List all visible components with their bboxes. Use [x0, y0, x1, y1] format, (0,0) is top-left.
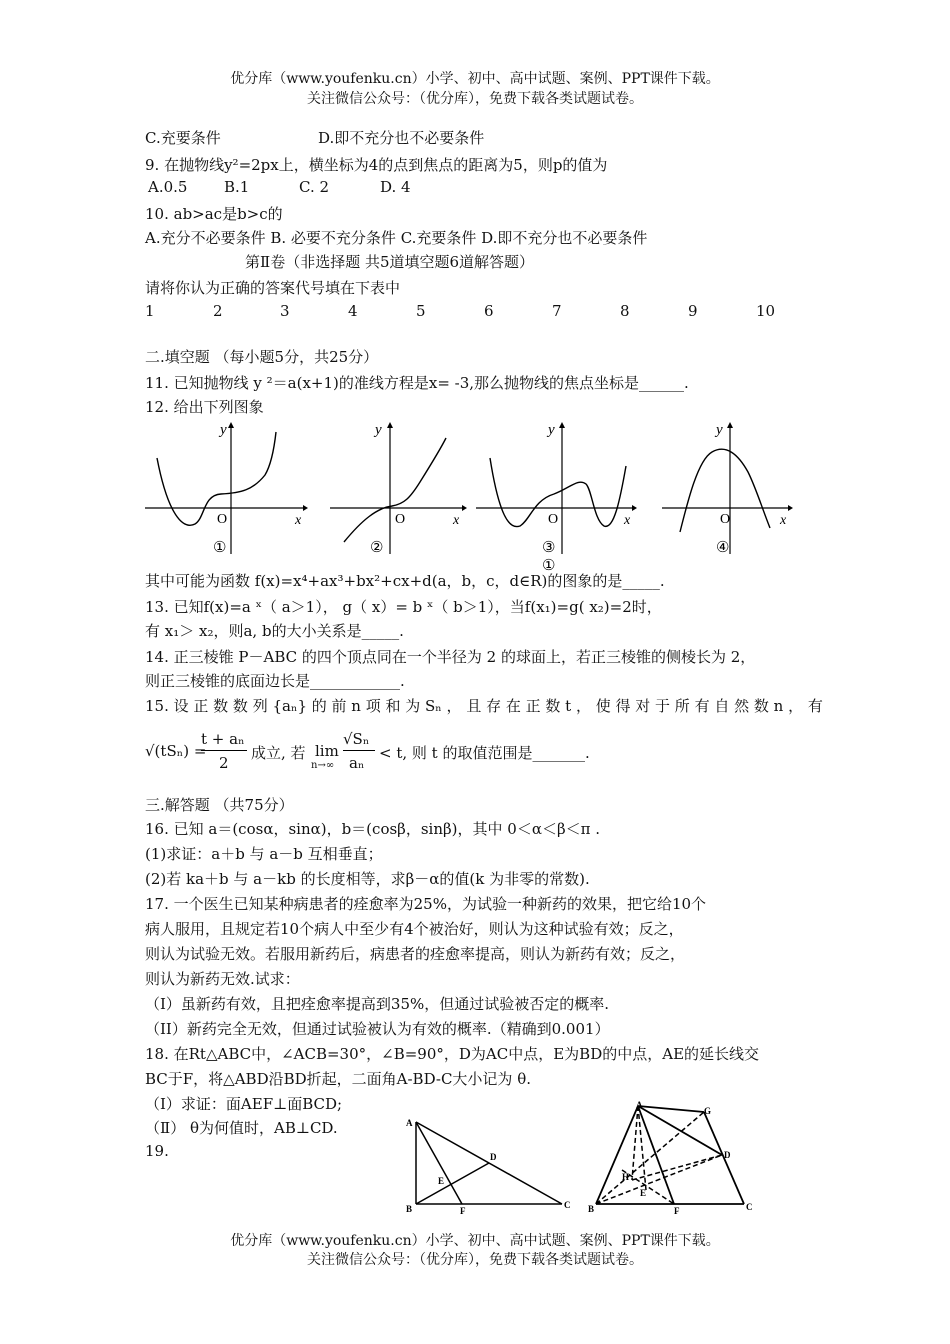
answer-number: 7 — [552, 302, 562, 320]
answer-number: 1 — [145, 302, 155, 320]
fig2-label: C — [746, 1202, 753, 1212]
graph-2 — [322, 420, 472, 560]
graph-1-y-label: y — [220, 422, 227, 438]
header-line-1: 优分库（www.youfenku.cn）小学、初中、高中试题、案例、PPT课件下载。 — [230, 71, 720, 87]
q18-line-2: BC于F，将△ABD沿BD折起，二面角A-BD-C大小记为 θ. — [145, 1070, 531, 1088]
q18-line-4: （Ⅱ） θ为何值时，AB⊥CD. — [145, 1119, 338, 1137]
q12-question: 其中可能为函数 f(x)=x⁴+ax³+bx²+cx+d(a，b，c，d∈R)的图象的是_____. — [145, 572, 665, 590]
triangle-figure-1 — [402, 1108, 582, 1218]
fig2-label: B — [588, 1204, 595, 1214]
graph-3-x-label: x — [624, 513, 631, 528]
q8-option-d: D.即不充分也不必要条件 — [318, 129, 485, 147]
answer-number: 9 — [688, 302, 698, 320]
fig2-label: A — [636, 1100, 643, 1110]
q11: 11. 已知抛物线 y ²＝a(x+1)的准线方程是x= -3,那么抛物线的焦点坐标是______. — [145, 374, 689, 392]
q10-stem: 10. ab>ac是b>c的 — [145, 205, 283, 223]
graph-2-label: ② — [370, 540, 384, 556]
answer-instruction: 请将你认为正确的答案代号填在下表中 — [145, 279, 401, 297]
graph-4-label: ④ — [716, 540, 730, 556]
graph-4-x-label: x — [780, 513, 787, 528]
fig2-label: H — [622, 1172, 630, 1182]
q8-option-c: C.充要条件 — [145, 129, 221, 147]
q13-line-2: 有 x₁＞ x₂，则a, b的大小关系是_____. — [145, 622, 404, 640]
graph-3-origin: O — [548, 512, 559, 527]
fig2-label: G — [704, 1106, 712, 1116]
q17-line-2: 病人服用，且规定若10个病人中至少有4个被治好，则认为这种试验有效；反之， — [145, 920, 684, 938]
graph-4-y-label: y — [716, 422, 723, 438]
q19: 19. — [145, 1142, 169, 1160]
footer-line-2: 关注微信公众号：（优分库），免费下载各类试题试卷。 — [307, 1252, 643, 1268]
graph-4 — [660, 420, 800, 560]
fraction-bar — [343, 750, 375, 751]
q10-options: A.充分不必要条件 B. 必要不充分条件 C.充要条件 D.即不充分也不必要条件 — [145, 229, 648, 247]
answer-number: 8 — [620, 302, 630, 320]
q16-line-2: (1)求证：a＋b 与 a－b 互相垂直； — [145, 845, 383, 863]
graph-1 — [143, 420, 308, 560]
q16-line-1: 16. 已知 a＝(cosα，sinα)，b＝(cosβ，sinβ)，其中 0＜α＜β＜π . — [145, 820, 601, 838]
q15-formula-end: < t, 则 t 的取值范围是_______. — [379, 744, 590, 762]
answer-number-row — [0, 302, 950, 322]
graph-3-y-label: y — [548, 422, 555, 438]
q16-line-3: (2)若 ka＋b 与 a－kb 的长度相等，求β－α的值(k 为非零的常数). — [145, 870, 590, 888]
q17-line-1: 17. 一个医生已知某种病患者的痊愈率为25%，为试验一种新药的效果，把它给10个 — [145, 895, 707, 913]
fig1-label: C — [564, 1200, 571, 1210]
answer-number: 6 — [484, 302, 494, 320]
q18-line-3: （Ⅰ）求证：面AEF⊥面BCD; — [145, 1095, 343, 1113]
q15-lim: lim — [315, 742, 339, 760]
q9-stem: 9. 在抛物线y²=2px上，横坐标为4的点到焦点的距离为5，则p的值为 — [145, 156, 608, 174]
q12-stem: 12. 给出下列图象 — [145, 398, 264, 416]
fraction-bar — [201, 750, 247, 751]
solve-section-title: 三.解答题 （共75分） — [145, 796, 294, 814]
graph-2-origin: O — [395, 512, 406, 527]
q17-line-3: 则认为试验无效。若服用新药后，病患者的痊愈率提高，则认为新药有效；反之， — [145, 945, 686, 963]
fig2-label: D — [724, 1150, 731, 1160]
fig1-label: F — [460, 1206, 466, 1216]
tetrahedron-figure-2 — [582, 1100, 757, 1218]
q9-option-c: C. 2 — [299, 178, 330, 196]
answer-number: 10 — [756, 302, 776, 320]
fig2-label: E — [640, 1188, 647, 1198]
section-2-title: 第Ⅱ卷（非选择题 共5道填空题6道解答题） — [245, 253, 535, 271]
answer-number: 3 — [280, 302, 290, 320]
q15-ratio-numerator: √Sₙ — [343, 730, 370, 748]
fig2-label: F — [674, 1206, 680, 1216]
q17-line-6: （II）新药完全无效，但通过试验被认为有效的概率.（精确到0.001） — [145, 1020, 610, 1038]
q15-lim-subscript: n→∞ — [311, 760, 335, 771]
graph-2-x-label: x — [453, 513, 460, 528]
graph-4-origin: O — [720, 512, 731, 527]
q17-line-4: 则认为新药无效.试求： — [145, 970, 300, 988]
graph-3 — [474, 420, 644, 580]
fig1-label: D — [490, 1152, 497, 1162]
q15-fraction-numerator: t + aₙ — [201, 730, 245, 748]
fill-section-title: 二.填空题 （每小题5分，共25分） — [145, 348, 379, 366]
graph-1-x-label: x — [295, 513, 302, 528]
answer-number: 2 — [213, 302, 223, 320]
graph-3-label: ③ — [542, 540, 556, 556]
answer-number: 4 — [348, 302, 358, 320]
q15-formula-mid: 成立, 若 — [251, 744, 306, 762]
answer-number: 5 — [416, 302, 426, 320]
q9-option-a: A.0.5 — [148, 178, 188, 196]
header-line-2: 关注微信公众号：（优分库），免费下载各类试题试卷。 — [307, 91, 643, 107]
q14-line-2: 则正三棱锥的底面边长是____________. — [145, 672, 405, 690]
q9-option-d: D. 4 — [380, 178, 411, 196]
fig1-label: E — [438, 1176, 445, 1186]
q15-line-1: 15. 设 正 数 数 列 {aₙ} 的 前 n 项 和 为 Sₙ ， 且 存 在 正 数 t ， 使 得 对 于 所 有 自 然 数 n ， 有 — [145, 697, 823, 715]
q15-ratio-denominator: aₙ — [349, 754, 365, 772]
q15-formula-left: √(tSₙ) = — [145, 742, 207, 760]
q15-formula — [145, 728, 645, 778]
graph-1-label: ① — [213, 540, 227, 556]
graph-2-y-label: y — [375, 422, 382, 438]
q13-line-1: 13. 已知f(x)=a ˣ（ a＞1）， g（ x）= b ˣ（ b＞1），当f(x₁)=g( x₂)=2时， — [145, 598, 662, 616]
graph-1-origin: O — [217, 512, 228, 527]
q14-line-1: 14. 正三棱锥 P－ABC 的四个顶点同在一个半径为 2 的球面上，若正三棱锥的侧棱长为 2， — [145, 648, 756, 666]
q17-line-5: （I）虽新药有效，且把痊愈率提高到35%，但通过试验被否定的概率. — [145, 995, 610, 1013]
q18-line-1: 18. 在Rt△ABC中，∠ACB=30°，∠B=90°，D为AC中点，E为BD的中点，AE的延长线交 — [145, 1045, 760, 1063]
footer-line-1: 优分库（www.youfenku.cn）小学、初中、高中试题、案例、PPT课件下载。 — [230, 1233, 720, 1249]
fig1-label: B — [406, 1204, 413, 1214]
graph-3-extra-label: ① — [542, 558, 556, 574]
q9-option-b: B.1 — [224, 178, 250, 196]
q15-fraction-denominator: 2 — [219, 754, 229, 772]
fig1-label: A — [406, 1118, 413, 1128]
